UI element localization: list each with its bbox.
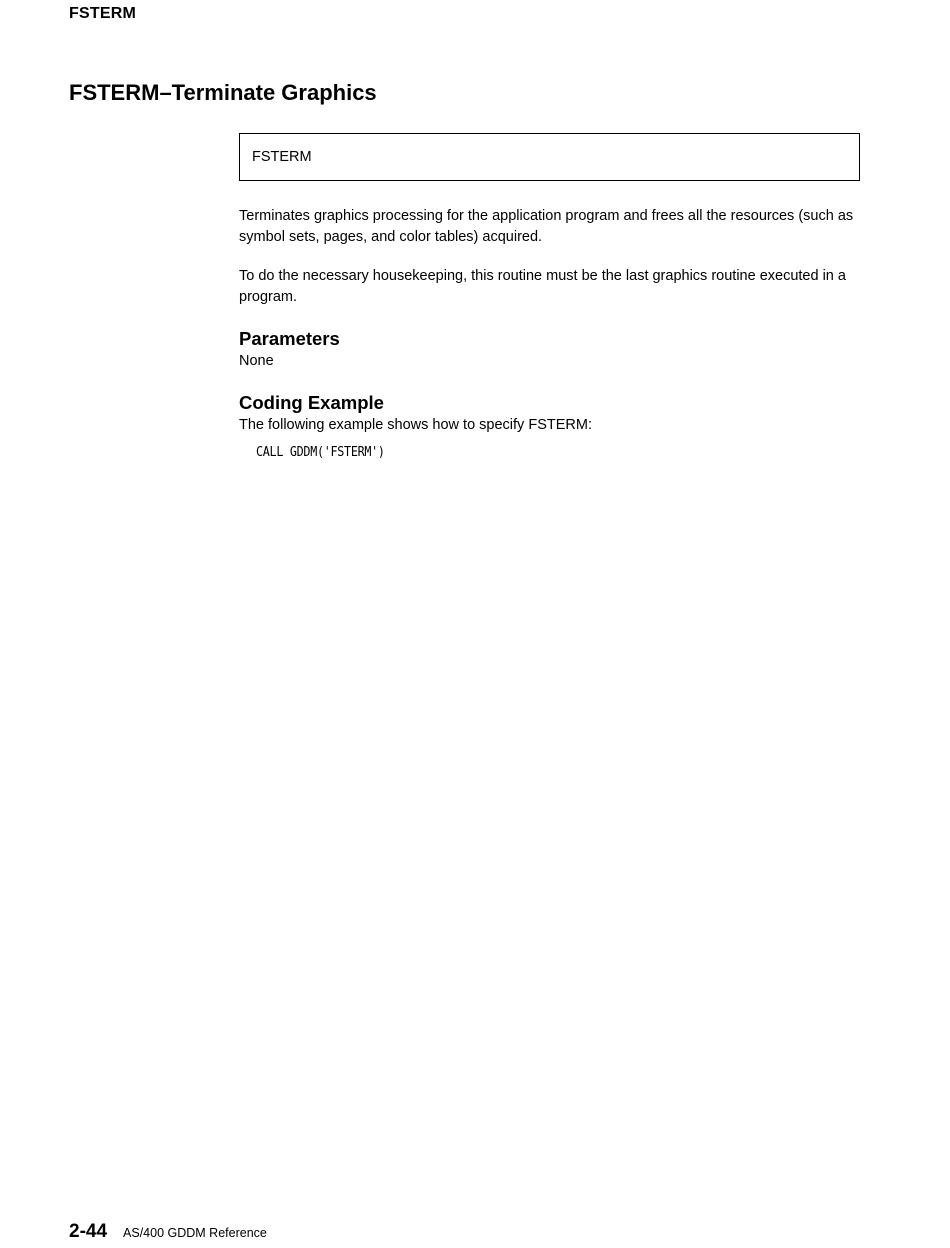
running-head: FSTERM	[69, 5, 136, 22]
page-footer	[69, 1221, 267, 1243]
coding-example-heading: Coding Example	[239, 392, 384, 413]
coding-example-intro: The following example shows how to specify FSTERM:	[239, 417, 592, 433]
parameters-text: None	[239, 353, 274, 369]
book-title: AS/400 GDDM Reference	[123, 1226, 267, 1240]
description-paragraph: Terminates graphics processing for the application program and frees all the resources (such as symbol sets, pages, and color tables) acquired.	[239, 208, 854, 245]
page-title: FSTERM–Terminate Graphics	[69, 80, 377, 105]
code-example: CALL GDDM('FSTERM')	[256, 445, 385, 460]
syntax-box	[239, 133, 860, 181]
syntax-text: FSTERM	[252, 149, 312, 165]
page-number: 2-44	[69, 1221, 108, 1242]
parameters-heading: Parameters	[239, 328, 340, 349]
housekeeping-paragraph: To do the necessary housekeeping, this routine must be the last graphics routine executed in a program.	[239, 268, 846, 305]
